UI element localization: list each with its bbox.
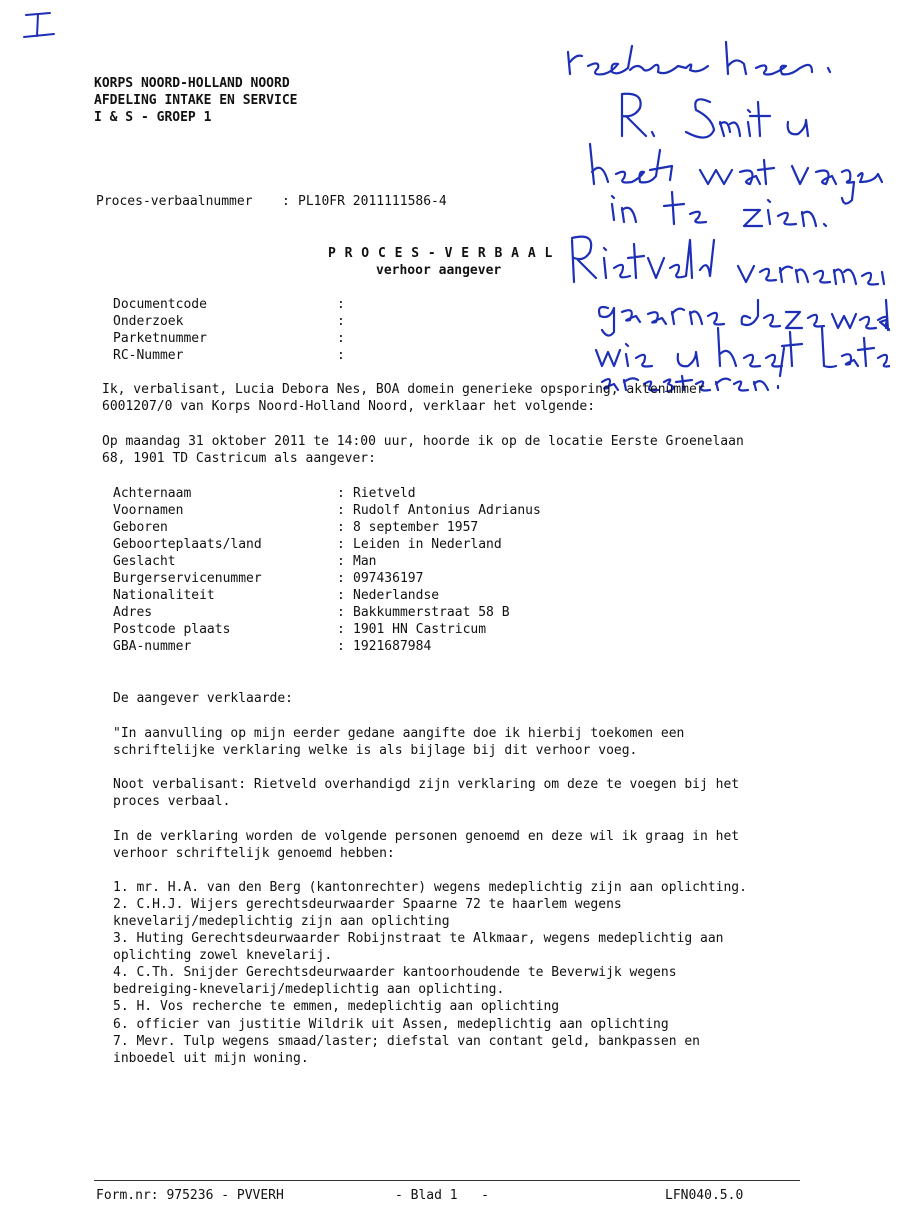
intro-line-3: Op maandag 31 oktober 2011 te 14:00 uur, hoorde ik op de locatie Eerste Groenelaan [102,434,744,449]
list-item: oplichting zowel knevelarij. [113,948,333,963]
intro-line-4: 68, 1901 TD Castricum als aangever: [102,451,376,466]
person-separator: : [337,503,345,518]
person-separator: : [337,622,345,637]
person-value-geslacht: Man [353,554,377,569]
code-separator: : [337,331,345,346]
code-label-documentcode: Documentcode [113,297,207,312]
note-line-1: Noot verbalisant: Rietveld overhandigd zijn verklaring om deze te voegen bij het [113,777,740,792]
pv-number-value: PL10FR 2011111586-4 [298,194,447,209]
letterhead-line-3: I & S - GROEP 1 [94,110,212,125]
person-value-bsn: 097436197 [353,571,424,586]
persons-intro-line-2: verhoor schriftelijk genoemd hebben: [113,846,395,861]
person-value-postcode: 1901 HN Castricum [353,622,487,637]
document-title: P R O C E S - V E R B A A L [328,246,553,261]
code-separator: : [337,297,345,312]
person-label-geslacht: Geslacht [113,554,176,569]
handwritten-page-number [20,10,60,42]
person-label-geboorteplaats: Geboorteplaats/land [113,537,262,552]
declared-heading: De aangever verklaarde: [113,691,294,706]
code-label-onderzoek: Onderzoek [113,314,184,329]
pv-number-separator: : [282,194,290,209]
person-label-achternaam: Achternaam [113,486,192,501]
footer-form-code: LFN040.5.0 [665,1188,744,1203]
person-label-geboren: Geboren [113,520,168,535]
list-item: knevelarij/medeplichtig zijn aan oplichting [113,914,450,929]
list-item: 7. Mevr. Tulp wegens smaad/laster; diefstal van contant geld, bankpassen en [113,1034,700,1049]
list-item: 2. C.H.J. Wijers gerechtsdeurwaarder Spaarne 72 te haarlem wegens [113,897,622,912]
person-label-bsn: Burgerservicenummer [113,571,262,586]
document-subtitle: verhoor aangever [376,263,502,278]
person-separator: : [337,639,345,654]
person-value-adres: Bakkummerstraat 58 B [353,605,510,620]
code-separator: : [337,348,345,363]
footer-divider [94,1180,800,1181]
person-label-gba: GBA-nummer [113,639,192,654]
letterhead-line-2: AFDELING INTAKE EN SERVICE [94,93,298,108]
list-item: 5. H. Vos recherche te emmen, medeplichtig aan oplichting [113,999,560,1014]
persons-intro-line-1: In de verklaring worden de volgende personen genoemd en deze wil ik graag in het [113,829,740,844]
person-label-adres: Adres [113,605,153,620]
person-separator: : [337,605,345,620]
code-label-rc-nummer: RC-Nummer [113,348,184,363]
pv-number-label: Proces-verbaalnummer [96,194,253,209]
footer-page-number: - Blad 1 - [395,1188,489,1203]
person-label-voornamen: Voornamen [113,503,184,518]
person-value-geboorteplaats: Leiden in Nederland [353,537,502,552]
code-separator: : [337,314,345,329]
footer-form-number: Form.nr: 975236 - PVVERH [96,1188,284,1203]
note-line-2: proces verbaal. [113,794,231,809]
handwritten-note [560,32,890,392]
person-label-postcode: Postcode plaats [113,622,231,637]
list-item: 4. C.Th. Snijder Gerechtsdeurwaarder kantoorhoudende te Beverwijk wegens [113,965,677,980]
person-separator: : [337,571,345,586]
person-value-geboren: 8 september 1957 [353,520,479,535]
person-separator: : [337,588,345,603]
intro-line-2: 6001207/0 van Korps Noord-Holland Noord, verklaar het volgende: [102,399,596,414]
list-item: 6. officier van justitie Wildrik uit Assen, medeplichtig aan oplichting [113,1017,669,1032]
person-value-achternaam: Rietveld [353,486,416,501]
list-item: 1. mr. H.A. van den Berg (kantonrechter) wegens medeplichtig zijn aan oplichting. [113,880,747,895]
person-value-nationaliteit: Nederlandse [353,588,440,603]
quote-line-2: schriftelijke verklaring welke is als bijlage bij dit verhoor voeg. [113,743,638,758]
person-separator: : [337,537,345,552]
person-label-nationaliteit: Nationaliteit [113,588,215,603]
list-item: inboedel uit mijn woning. [113,1051,309,1066]
intro-line-1: Ik, verbalisant, Lucia Debora Nes, BOA domein generieke opsporing, aktenummer [102,382,705,397]
person-separator: : [337,554,345,569]
list-item: 3. Huting Gerechtsdeurwaarder Robijnstraat te Alkmaar, wegens medeplichtig aan [113,931,724,946]
quote-line-1: "In aanvulling op mijn eerder gedane aangifte doe ik hierbij toekomen een [113,726,685,741]
person-value-gba: 1921687984 [353,639,432,654]
list-item: bedreiging-knevelarij/medeplichtig aan oplichting. [113,982,505,997]
person-value-voornamen: Rudolf Antonius Adrianus [353,503,541,518]
person-separator: : [337,520,345,535]
letterhead-line-1: KORPS NOORD-HOLLAND NOORD [94,76,290,91]
code-label-parketnummer: Parketnummer [113,331,207,346]
person-separator: : [337,486,345,501]
